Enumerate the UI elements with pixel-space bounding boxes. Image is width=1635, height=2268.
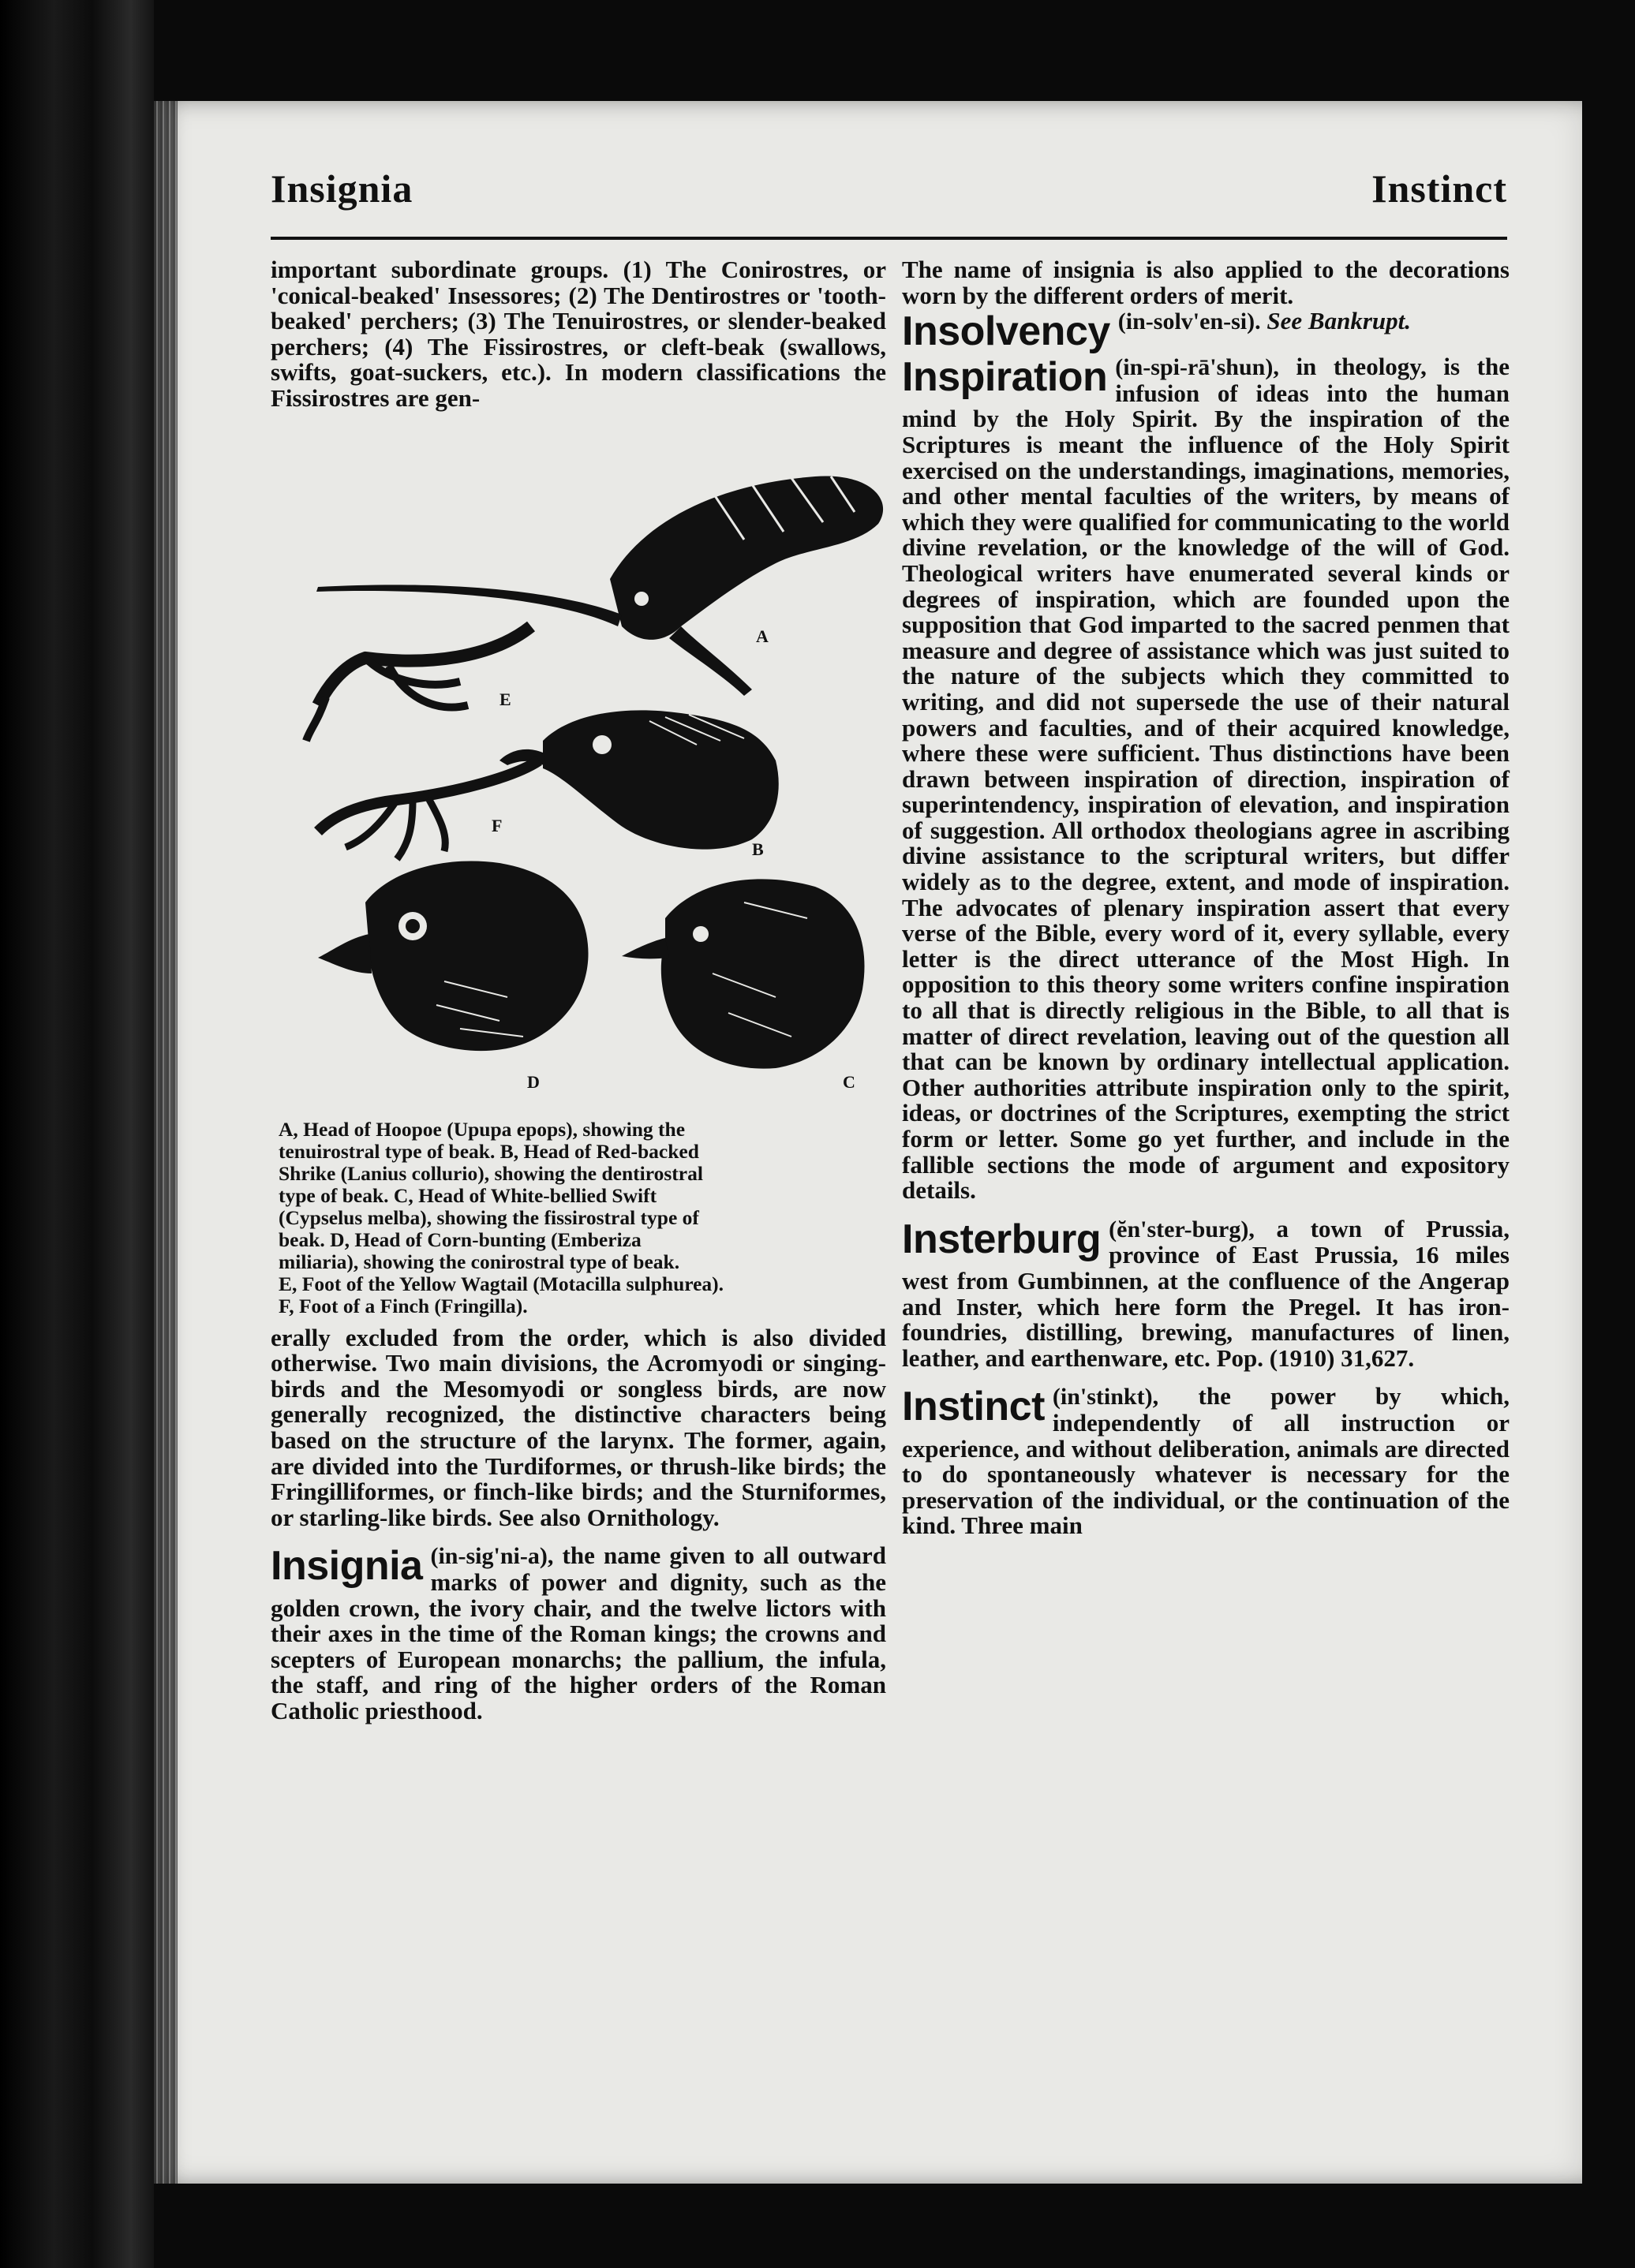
caption-line: (Cypselus melba), showing the fissirostral type of xyxy=(279,1205,699,1229)
left-column xyxy=(271,257,886,1724)
corn-bunting-head-figure xyxy=(318,861,589,1051)
bird-beaks-illustration xyxy=(271,429,886,1108)
book-spine xyxy=(0,0,154,2268)
insterburg-definition: a town of Prussia, province of East Prussia, 16 miles west from Gumbinnen, at the confluence of the Angerap and Inster, which here form the Pregel. It has iron-foundries, distilling, brewing, manufactures of linen, leather, and earthenware, etc. Pop. (1910) 31,627. xyxy=(902,1214,1510,1372)
caption-line: miliaria), showing the conirostral type of beak. xyxy=(279,1250,680,1273)
insignia-definition: the name given to all outward marks of power and dignity, such as the golden crown, the ivory chair, and the twelve lictors with their axes in the time of the Roman kings; the crowns and scepters of European monarchs; the pallium, the infula, the staff, and ring of the higher orders of the Roman Catholic priesthood. xyxy=(271,1541,887,1724)
caption-line: F, Foot of a Finch (Fringilla). xyxy=(279,1294,528,1317)
insolvency-headword: Insolvency xyxy=(902,308,1110,355)
finch-foot-figure xyxy=(318,760,539,859)
insolvency-definition: See Bankrupt. xyxy=(1266,307,1411,335)
insignia-pronunciation: (in-sig'ni-a), xyxy=(430,1543,554,1570)
book-page xyxy=(154,101,1582,2184)
instinct-definition: the power by which, independently of all instruction or experience, and without deliberation, animals are directed to do spontaneously whatever is necessary for the preservation of the individual, or the continuation of the kind. Three main xyxy=(902,1382,1510,1540)
caption-line: beak. D, Head of Corn-bunting (Emberiza xyxy=(279,1227,642,1251)
header-right-word: Instinct xyxy=(1371,166,1507,211)
caption-line: Shrike (Lanius collurio), showing the dentirostral xyxy=(279,1161,703,1185)
header-left-word: Insignia xyxy=(271,166,413,211)
intro-paragraph: important subordinate groups. (1) The Conirostres, or 'conical-beaked' Insessores; (2) The Dentirostres or 'tooth-beaked' perchers; (3) The Tenuirostres, or slender-beaked perchers; (4) The Fissirostres, or cleft-beak (swallows, swifts, goat-suckers, etc.). In modern classifications the Fissirostres are gen- xyxy=(271,256,886,412)
insterburg-entry xyxy=(902,1216,1510,1372)
figure-label-b: B xyxy=(752,839,764,859)
caption-line: E, Foot of the Yellow Wagtail (Motacilla sulphurea). xyxy=(279,1272,724,1295)
caption-line: A, Head of Hoopoe (Upupa epops), showing the xyxy=(279,1117,686,1141)
caption-line: type of beak. C, Head of White-bellied Swift xyxy=(279,1183,657,1207)
instinct-entry xyxy=(902,1384,1510,1539)
figure-label-a: A xyxy=(756,626,769,646)
figure-label-e: E xyxy=(499,689,511,709)
shrike-head-figure xyxy=(499,710,779,849)
inspiration-entry xyxy=(902,354,1510,1204)
insolvency-entry xyxy=(902,307,1510,355)
insolvency-pronunciation: (in-solv'en-si). xyxy=(1117,308,1261,335)
insignia-continuation: The name of insignia is also applied to the decorations worn by the different orders of merit. xyxy=(902,256,1510,309)
bird-engraving xyxy=(271,429,886,1108)
insterburg-pronunciation: (ĕn'ster-burg), xyxy=(1109,1216,1255,1242)
wagtail-foot-figure xyxy=(306,626,531,741)
page-edge-shadow xyxy=(154,101,178,2184)
instinct-headword: Instinct xyxy=(902,1384,1045,1430)
header-rule xyxy=(271,237,1507,240)
figure-label-f: F xyxy=(492,815,503,835)
continued-paragraph: erally excluded from the order, which is also divided otherwise. Two main divisions, the Acromyodi or singing-birds and the Mesomyodi or songless birds, are now generally recognized, the distinctive characters being based on the structure of the larynx. The former, again, are divided into the Turdiformes, or thrush-like birds; the Fringilliformes, or finch-like birds; and the Sturniformes, or starling-like birds. See also Ornithology. xyxy=(271,1323,886,1531)
figure-label-d: D xyxy=(527,1071,540,1092)
insignia-entry xyxy=(271,1543,886,1724)
insignia-headword: Insignia xyxy=(271,1543,423,1590)
right-column xyxy=(902,257,1510,1539)
inspiration-headword: Inspiration xyxy=(902,354,1108,401)
swift-head-figure xyxy=(622,879,865,1068)
figure-caption xyxy=(271,1119,886,1317)
insterburg-headword: Insterburg xyxy=(902,1216,1102,1262)
inspiration-pronunciation: (in-spi-rā'shun), xyxy=(1115,354,1279,381)
inspiration-definition: in theology, is the infusion of ideas into the human mind by the Holy Spirit. By the inspiration of the Scriptures is meant the influence of the Holy Spirit exercised on the understandings, imaginations, memories, and other mental faculties of the writers, by means of which they were qualified for communicating to the world divine revelation, or the knowledge of the will of God. Theological writers have enumerated several kinds or degrees of inspiration, which are founded upon the supposition that God imparted to the sacred penmen that measure and degree of assistance which was just suited to the nature of the subjects which they committed to writing, and did not supersede the use of their natural powers and faculties, and of their acquired knowledge, where these were sufficient. Thus distinctions have been drawn between inspiration of direction, inspiration of superintendency, inspiration of elevation, and inspiration of suggestion. All orthodox theologians agree in ascribing divine assistance to the scriptural writers, but differ widely as to the degree, extent, and mode of inspiration. The advocates of plenary inspiration assert that every verse of the Bible, every word of it, every syllable, every letter is the direct utterance of the Most High. In opposition to this theory some writers confine inspiration to all that is directly religious in the Bible, to all that is matter of direct revelation, leaving out of the question all that can be known by ordinary intellectual application. Other authorities attribute inspiration only to the spirit, ideas, or doctrines of the Scriptures, exempting the strict form or letter. Some go yet further, and include in the fallible sections the mode of argument and expository details. xyxy=(902,353,1510,1205)
figure-label-c: C xyxy=(843,1071,855,1092)
running-header xyxy=(271,166,1507,237)
caption-line: tenuirostral type of beak. B, Head of Red-backed xyxy=(279,1139,699,1163)
instinct-pronunciation: (in'stinkt), xyxy=(1052,1384,1159,1410)
